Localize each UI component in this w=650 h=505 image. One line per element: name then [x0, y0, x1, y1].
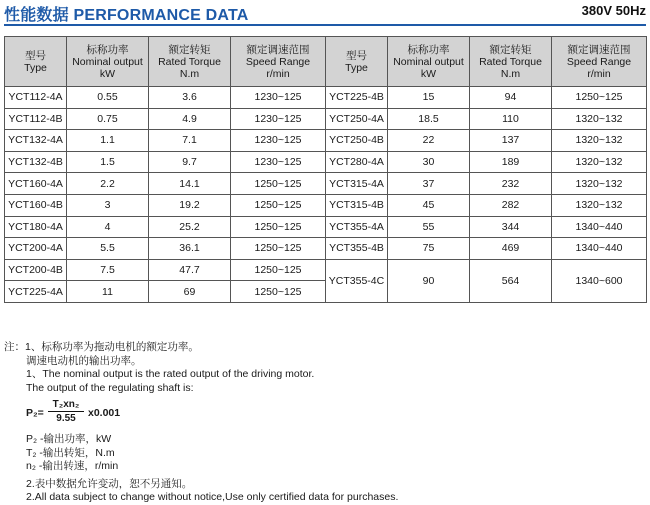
table-cell: YCT315-4A	[326, 173, 388, 195]
column-header-line: Speed Range	[566, 55, 632, 68]
column-header-line: 额定调速范围	[246, 43, 310, 56]
column-header-line: 额定转矩	[489, 43, 532, 56]
table-cell: 4	[67, 216, 149, 238]
column-header	[67, 37, 149, 87]
column-header-line: 标称功率	[407, 43, 450, 56]
column-header-line: 标称功率	[86, 43, 129, 56]
table-cell: YCT200-4A	[5, 238, 67, 260]
note-1-cn-cont: 调速电动机的输出功率。	[26, 354, 142, 367]
table-cell: YCT250-4B	[326, 130, 388, 152]
column-header-line: Rated Torque	[158, 55, 221, 68]
table-cell: YCT132-4A	[5, 130, 67, 152]
column-header-line: kW	[99, 67, 116, 80]
table-cell: 1250~125	[231, 281, 326, 303]
table-cell: 1340~440	[552, 238, 647, 260]
table-cell: 1.5	[67, 151, 149, 173]
table-cell: 564	[470, 259, 552, 302]
table-cell: 1320~132	[552, 130, 647, 152]
table-cell: 5.5	[67, 238, 149, 260]
table-cell: 1250~125	[231, 238, 326, 260]
table-cell: 2.2	[67, 173, 149, 195]
column-header	[552, 37, 647, 87]
table-cell: YCT225-4B	[326, 87, 388, 109]
table-cell: 14.1	[149, 173, 231, 195]
table-row	[5, 238, 647, 260]
title-divider	[4, 24, 646, 26]
table-cell: 137	[470, 130, 552, 152]
column-header-line: Nominal output	[393, 55, 464, 68]
table-row	[5, 173, 647, 195]
table-cell: YCT160-4A	[5, 173, 67, 195]
table-cell: 1320~132	[552, 108, 647, 130]
table-row	[5, 259, 647, 281]
table-cell: 37	[388, 173, 470, 195]
table-cell: 36.1	[149, 238, 231, 260]
table-cell: YCT355-4C	[326, 259, 388, 302]
table-cell: YCT112-4A	[5, 87, 67, 109]
table-cell: YCT250-4A	[326, 108, 388, 130]
table-cell: 1340~440	[552, 216, 647, 238]
table-cell: 1320~132	[552, 194, 647, 216]
table-cell: 45	[388, 194, 470, 216]
table-cell: 282	[470, 194, 552, 216]
table-cell: 1230~125	[231, 130, 326, 152]
table-cell: 11	[67, 281, 149, 303]
performance-table	[4, 36, 647, 303]
note-1-en: 1、The nominal output is the rated output of the driving motor.	[26, 368, 315, 380]
page-header	[4, 2, 646, 24]
table-row	[5, 87, 647, 109]
column-header-line: N.m	[179, 67, 200, 80]
table-cell: 1320~132	[552, 173, 647, 195]
table-row	[5, 130, 647, 152]
note-1-en-cont: The output of the regulating shaft is:	[26, 381, 194, 394]
note-2-en: 2.All data subject to change without notice,Use only certified data for purchases.	[26, 491, 399, 503]
column-header-line: Speed Range	[245, 55, 311, 68]
table-cell: 25.2	[149, 216, 231, 238]
table-cell: 75	[388, 238, 470, 260]
table-cell: 19.2	[149, 194, 231, 216]
notes-section	[4, 341, 398, 505]
table-cell: 1230~125	[231, 151, 326, 173]
column-header-line: 额定转矩	[168, 43, 211, 56]
table-cell: 110	[470, 108, 552, 130]
column-header	[326, 37, 388, 87]
table-cell: 55	[388, 216, 470, 238]
table-row	[5, 194, 647, 216]
table-row	[5, 108, 647, 130]
table-cell: 47.7	[149, 259, 231, 281]
table-cell: 0.55	[67, 87, 149, 109]
column-header-line: r/min	[266, 67, 290, 80]
table-cell: 3.6	[149, 87, 231, 109]
table-cell: 69	[149, 281, 231, 303]
table-cell: 1230~125	[231, 108, 326, 130]
table-cell: 94	[470, 87, 552, 109]
formula-rhs: x0.001	[88, 407, 121, 419]
column-header-line: Nominal output	[72, 55, 143, 68]
table-cell: YCT160-4B	[5, 194, 67, 216]
voltage-label: 380V 50Hz	[581, 3, 646, 18]
formula-denominator: 9.55	[56, 413, 76, 424]
table-cell: 1230~125	[231, 87, 326, 109]
column-header	[388, 37, 470, 87]
table-cell: 18.5	[388, 108, 470, 130]
column-header	[149, 37, 231, 87]
table-cell: 1.1	[67, 130, 149, 152]
table-cell: 344	[470, 216, 552, 238]
table-cell: 9.7	[149, 151, 231, 173]
table-cell: YCT280-4A	[326, 151, 388, 173]
column-header	[470, 37, 552, 87]
formula-lhs: P₂=	[26, 407, 44, 419]
table-cell: 232	[470, 173, 552, 195]
table-cell: 1250~125	[231, 259, 326, 281]
column-header	[5, 37, 67, 87]
table-row	[5, 216, 647, 238]
column-header-line: Type	[345, 61, 368, 74]
table-cell: YCT112-4B	[5, 108, 67, 130]
table-cell: YCT315-4B	[326, 194, 388, 216]
def-n2: n₂ -输出转速，r/min	[26, 460, 119, 472]
column-header-line: kW	[420, 67, 437, 80]
table-cell: 1320~132	[552, 151, 647, 173]
table-cell: 90	[388, 259, 470, 302]
table-cell: YCT355-4B	[326, 238, 388, 260]
table-row	[5, 151, 647, 173]
table-cell: 3	[67, 194, 149, 216]
table-cell: YCT132-4B	[5, 151, 67, 173]
table-cell: 189	[470, 151, 552, 173]
table-cell: 22	[388, 130, 470, 152]
table-cell: 30	[388, 151, 470, 173]
formula-fraction	[48, 399, 84, 425]
column-header-line: 型号	[25, 49, 46, 62]
def-t2: T₂ -输出转矩，N.m	[26, 446, 115, 459]
column-header-line: 型号	[346, 49, 367, 62]
column-header	[231, 37, 326, 87]
output-formula	[4, 399, 398, 429]
formula-numerator: T₂xn₂	[48, 399, 84, 412]
table-cell: YCT200-4B	[5, 259, 67, 281]
table-cell: 0.75	[67, 108, 149, 130]
table-cell: 469	[470, 238, 552, 260]
table-cell: 1250~125	[552, 87, 647, 109]
table-cell: 1250~125	[231, 194, 326, 216]
table-cell: 15	[388, 87, 470, 109]
table-cell: 7.5	[67, 259, 149, 281]
table-cell: 1340~600	[552, 259, 647, 302]
table-cell: 4.9	[149, 108, 231, 130]
note-1-cn: 注：1、标称功率为拖动电机的额定功率。	[4, 341, 199, 353]
table-cell: YCT355-4A	[326, 216, 388, 238]
table-cell: YCT180-4A	[5, 216, 67, 238]
column-header-line: Type	[24, 61, 47, 74]
table-cell: 1250~125	[231, 173, 326, 195]
column-header-line: N.m	[500, 67, 521, 80]
column-header-line: 额定调速范围	[567, 43, 631, 56]
table-header-row	[5, 37, 647, 87]
def-p2: P₂ -输出功率，kW	[26, 433, 112, 445]
page-title: 性能数据 PERFORMANCE DATA	[4, 7, 249, 24]
column-header-line: r/min	[587, 67, 611, 80]
table-cell: 1250~125	[231, 216, 326, 238]
table-cell: YCT225-4A	[5, 281, 67, 303]
note-2-cn: 2.表中数据允许变动，恕不另通知。	[26, 477, 193, 490]
table-cell: 7.1	[149, 130, 231, 152]
column-header-line: Rated Torque	[479, 55, 542, 68]
